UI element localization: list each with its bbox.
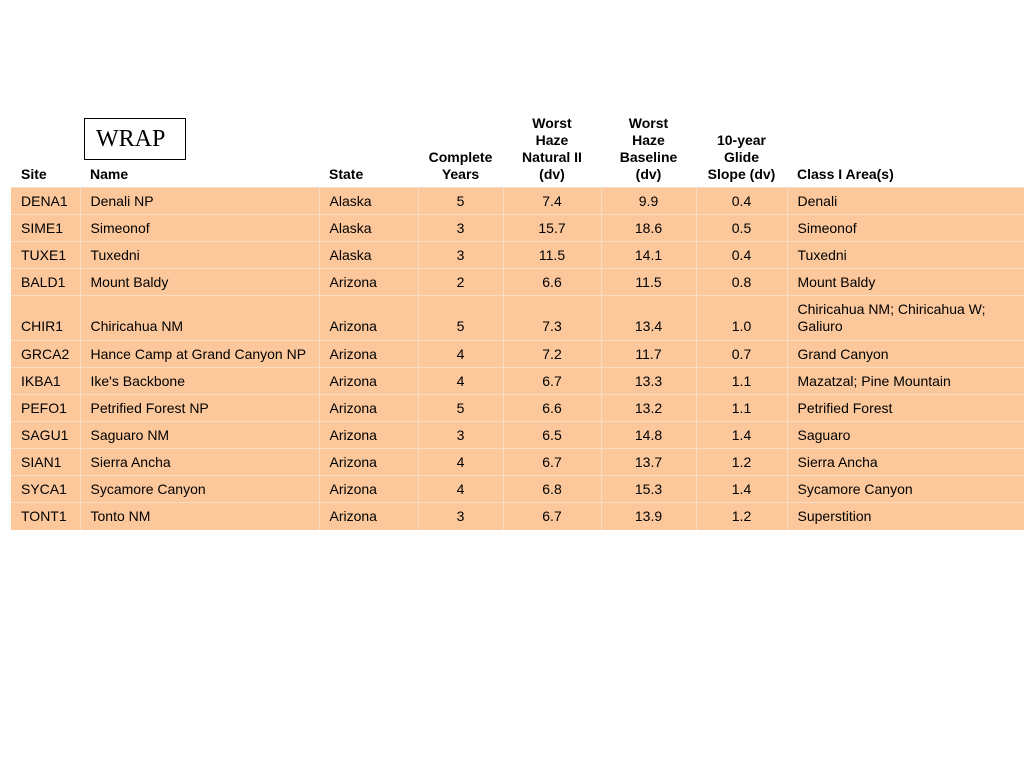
cell-class-areas: Sierra Ancha (787, 449, 1024, 476)
header-line: Glide (723, 149, 759, 165)
cell-name: Sierra Ancha (80, 449, 319, 476)
cell-site: CHIR1 (11, 296, 80, 341)
cell-glide-slope: 0.7 (696, 341, 787, 368)
cell-complete-years: 3 (418, 503, 503, 530)
cell-complete-years: 4 (418, 476, 503, 503)
cell-worst-haze-natural: 15.7 (503, 215, 601, 242)
cell-complete-years: 4 (418, 368, 503, 395)
cell-worst-haze-baseline: 11.5 (601, 269, 696, 296)
cell-complete-years: 3 (418, 242, 503, 269)
cell-worst-haze-baseline: 13.4 (601, 296, 696, 341)
cell-state: Alaska (319, 188, 418, 215)
cell-glide-slope: 1.2 (696, 503, 787, 530)
table-row (11, 449, 1024, 476)
cell-state: Arizona (319, 422, 418, 449)
cell-complete-years: 5 (418, 395, 503, 422)
cell-site: PEFO1 (11, 395, 80, 422)
cell-state: Arizona (319, 449, 418, 476)
cell-complete-years: 3 (418, 215, 503, 242)
cell-state: Arizona (319, 503, 418, 530)
cell-worst-haze-baseline: 13.9 (601, 503, 696, 530)
header-worst-haze-baseline (601, 115, 696, 188)
cell-worst-haze-baseline: 15.3 (601, 476, 696, 503)
table-row (11, 476, 1024, 503)
header-glide-slope (696, 115, 787, 188)
cell-worst-haze-baseline: 18.6 (601, 215, 696, 242)
header-line: Slope (dv) (707, 166, 776, 182)
table-row (11, 188, 1024, 215)
cell-worst-haze-baseline: 13.2 (601, 395, 696, 422)
table-row (11, 215, 1024, 242)
cell-worst-haze-baseline: 11.7 (601, 341, 696, 368)
cell-name: Denali NP (80, 188, 319, 215)
cell-complete-years: 3 (418, 422, 503, 449)
cell-state: Arizona (319, 476, 418, 503)
cell-state: Arizona (319, 269, 418, 296)
cell-worst-haze-baseline: 9.9 (601, 188, 696, 215)
cell-name: Ike's Backbone (80, 368, 319, 395)
cell-worst-haze-natural: 6.7 (503, 449, 601, 476)
cell-worst-haze-natural: 11.5 (503, 242, 601, 269)
table-row (11, 296, 1024, 341)
cell-glide-slope: 1.4 (696, 422, 787, 449)
cell-worst-haze-baseline: 14.1 (601, 242, 696, 269)
cell-complete-years: 5 (418, 296, 503, 341)
cell-name: Tuxedni (80, 242, 319, 269)
table-row (11, 341, 1024, 368)
cell-name: Tonto NM (80, 503, 319, 530)
cell-worst-haze-baseline: 13.7 (601, 449, 696, 476)
cell-name: Saguaro NM (80, 422, 319, 449)
table-row (11, 395, 1024, 422)
cell-worst-haze-natural: 6.5 (503, 422, 601, 449)
header-name: Name (80, 115, 319, 188)
cell-class-areas: Sycamore Canyon (787, 476, 1024, 503)
table-row (11, 422, 1024, 449)
cell-class-areas: Simeonof (787, 215, 1024, 242)
header-line: Haze (632, 132, 665, 148)
cell-glide-slope: 1.1 (696, 395, 787, 422)
cell-state: Arizona (319, 296, 418, 341)
cell-site: SAGU1 (11, 422, 80, 449)
cell-glide-slope: 0.8 (696, 269, 787, 296)
cell-worst-haze-natural: 7.2 (503, 341, 601, 368)
header-line: (dv) (635, 166, 662, 182)
header-state: State (319, 115, 418, 188)
cell-name: Mount Baldy (80, 269, 319, 296)
header-line: 10-year (716, 132, 767, 148)
table-row (11, 269, 1024, 296)
cell-complete-years: 2 (418, 269, 503, 296)
cell-class-areas: Saguaro (787, 422, 1024, 449)
cell-name: Petrified Forest NP (80, 395, 319, 422)
cell-worst-haze-natural: 6.6 (503, 269, 601, 296)
header-line: Natural II (522, 149, 582, 165)
cell-site: SIAN1 (11, 449, 80, 476)
header-line: Haze (535, 132, 569, 148)
header-worst-haze-natural (503, 115, 601, 188)
table-row (11, 368, 1024, 395)
haze-data-table (11, 115, 1024, 530)
cell-site: GRCA2 (11, 341, 80, 368)
cell-worst-haze-baseline: 14.8 (601, 422, 696, 449)
table-row (11, 503, 1024, 530)
cell-class-areas: Mazatzal; Pine Mountain (787, 368, 1024, 395)
cell-glide-slope: 1.0 (696, 296, 787, 341)
header-line: Baseline (619, 149, 678, 165)
cell-glide-slope: 0.4 (696, 242, 787, 269)
cell-site: TUXE1 (11, 242, 80, 269)
cell-complete-years: 5 (418, 188, 503, 215)
header-line: (dv) (539, 166, 565, 182)
header-site: Site (11, 115, 80, 188)
wrap-logo-box: WRAP (84, 118, 186, 160)
cell-class-areas: Chiricahua NM; Chiricahua W; Galiuro (787, 296, 1024, 341)
header-class-areas: Class I Area(s) (787, 115, 1024, 188)
header-line: Worst (532, 115, 572, 131)
cell-complete-years: 4 (418, 449, 503, 476)
cell-class-areas: Denali (787, 188, 1024, 215)
cell-worst-haze-natural: 6.7 (503, 503, 601, 530)
cell-worst-haze-natural: 6.6 (503, 395, 601, 422)
cell-name: Chiricahua NM (80, 296, 319, 341)
cell-worst-haze-baseline: 13.3 (601, 368, 696, 395)
header-line: Worst (628, 115, 669, 131)
header-line: Years (441, 166, 480, 182)
cell-site: BALD1 (11, 269, 80, 296)
cell-worst-haze-natural: 7.3 (503, 296, 601, 341)
cell-glide-slope: 1.4 (696, 476, 787, 503)
cell-site: DENA1 (11, 188, 80, 215)
header-line: Complete (428, 149, 493, 165)
header-complete-years (418, 115, 503, 188)
cell-glide-slope: 0.4 (696, 188, 787, 215)
cell-glide-slope: 1.1 (696, 368, 787, 395)
cell-name: Sycamore Canyon (80, 476, 319, 503)
cell-state: Alaska (319, 215, 418, 242)
cell-glide-slope: 1.2 (696, 449, 787, 476)
table-row (11, 242, 1024, 269)
cell-name: Hance Camp at Grand Canyon NP (80, 341, 319, 368)
cell-site: SYCA1 (11, 476, 80, 503)
cell-class-areas: Petrified Forest (787, 395, 1024, 422)
cell-site: IKBA1 (11, 368, 80, 395)
cell-state: Arizona (319, 368, 418, 395)
cell-class-areas: Mount Baldy (787, 269, 1024, 296)
cell-state: Arizona (319, 395, 418, 422)
cell-site: TONT1 (11, 503, 80, 530)
cell-glide-slope: 0.5 (696, 215, 787, 242)
cell-name: Simeonof (80, 215, 319, 242)
cell-class-areas: Superstition (787, 503, 1024, 530)
cell-state: Arizona (319, 341, 418, 368)
table-body (11, 188, 1024, 530)
cell-site: SIME1 (11, 215, 80, 242)
cell-worst-haze-natural: 6.8 (503, 476, 601, 503)
cell-class-areas: Tuxedni (787, 242, 1024, 269)
cell-worst-haze-natural: 7.4 (503, 188, 601, 215)
cell-state: Alaska (319, 242, 418, 269)
cell-complete-years: 4 (418, 341, 503, 368)
cell-class-areas: Grand Canyon (787, 341, 1024, 368)
cell-worst-haze-natural: 6.7 (503, 368, 601, 395)
